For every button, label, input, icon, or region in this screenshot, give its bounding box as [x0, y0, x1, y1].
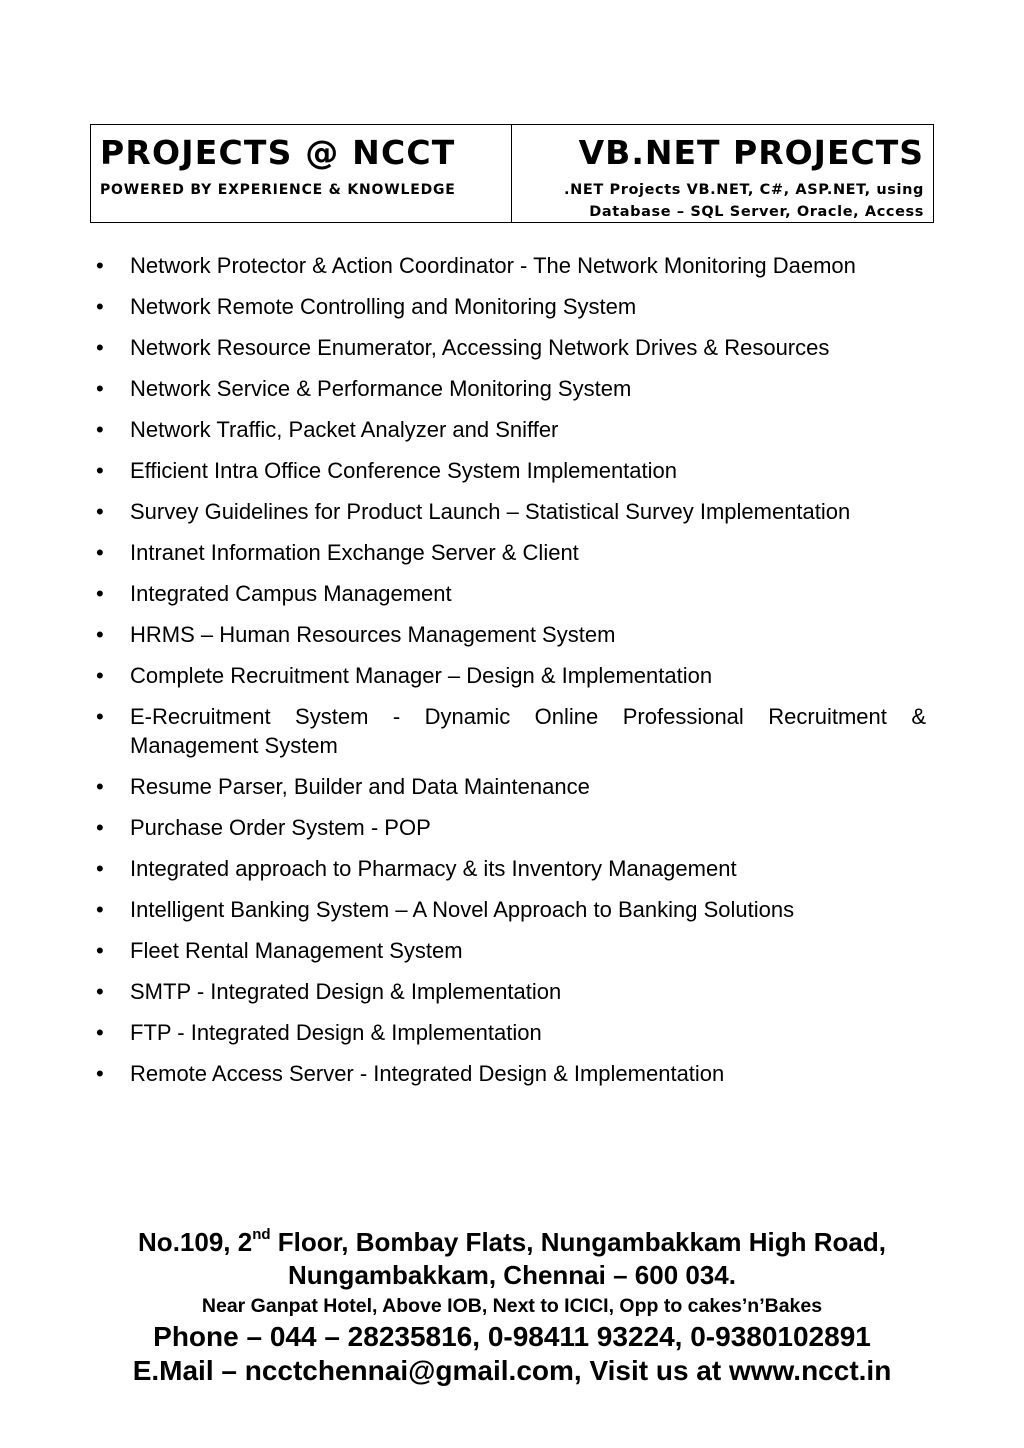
project-title: Integrated Campus Management — [130, 581, 452, 606]
bullet-icon: • — [96, 774, 104, 799]
project-title: Network Remote Controlling and Monitoring System — [130, 294, 637, 319]
bullet-icon: • — [96, 815, 104, 840]
project-title: FTP - Integrated Design & Implementation — [130, 1020, 542, 1045]
project-title: Network Resource Enumerator, Accessing Network Drives & Resources — [130, 335, 830, 360]
project-title: Network Service & Performance Monitoring System — [130, 376, 632, 401]
address-suffix: Floor, Bombay Flats, Nungambakkam High Road, — [270, 1227, 886, 1257]
bullet-icon: • — [96, 704, 104, 729]
project-title: Intranet Information Exchange Server & Client — [130, 540, 579, 565]
contact-footer — [90, 1226, 934, 1388]
landmark-line: Near Ganpat Hotel, Above IOB, Next to ICICI, Opp to cakes’n’Bakes — [201, 1295, 823, 1317]
header-table — [90, 124, 934, 223]
project-item — [96, 620, 926, 649]
technology-line-2: Database – SQL Server, Oracle, Access — [589, 204, 924, 220]
project-title: Purchase Order System - POP — [130, 815, 431, 840]
bullet-icon: • — [96, 663, 104, 688]
project-item — [96, 1059, 926, 1088]
project-item — [96, 579, 926, 608]
project-title: Network Protector & Action Coordinator - The Network Monitoring Daemon — [130, 253, 856, 278]
email-line: E.Mail – ncctchennai@gmail.com, Visit us at www.ncct.in — [132, 1355, 892, 1386]
bullet-icon: • — [96, 938, 104, 963]
project-title: Survey Guidelines for Product Launch – Statistical Survey Implementation — [130, 499, 851, 524]
project-item — [96, 538, 926, 567]
project-item — [96, 936, 926, 965]
project-title: Intelligent Banking System – A Novel Approach to Banking Solutions — [130, 897, 795, 922]
project-item — [96, 1018, 926, 1047]
address-prefix: No.109, 2 — [138, 1227, 253, 1257]
project-title: Integrated approach to Pharmacy & its Inventory Management — [130, 856, 737, 881]
project-item — [96, 977, 926, 1006]
brand-tagline: POWERED BY EXPERIENCE & KNOWLEDGE — [100, 182, 456, 198]
project-item — [96, 772, 926, 801]
bullet-icon: • — [96, 979, 104, 1004]
project-title: Complete Recruitment Manager – Design & Implementation — [130, 663, 713, 688]
project-title: Fleet Rental Management System — [130, 938, 463, 963]
bullet-icon: • — [96, 376, 104, 401]
project-item — [96, 813, 926, 842]
phone-line: Phone – 044 – 28235816, 0-98411 93224, 0-9380102891 — [153, 1321, 871, 1352]
address-line-2: Nungambakkam, Chennai – 600 034. — [288, 1260, 736, 1290]
bullet-icon: • — [96, 335, 104, 360]
technology-line-1: .NET Projects VB.NET, C#, ASP.NET, using — [564, 182, 924, 198]
category-title: VB.NET PROJECTS — [578, 133, 924, 172]
project-item — [96, 292, 926, 321]
brand-title: PROJECTS @ NCCT — [100, 133, 456, 172]
project-item — [96, 456, 926, 485]
bullet-icon: • — [96, 1020, 104, 1045]
header-right-cell — [512, 125, 933, 222]
project-item — [96, 895, 926, 924]
project-title: E-Recruitment System - Dynamic Online Professional Recruitment & Management System — [130, 704, 926, 758]
project-title: HRMS – Human Resources Management System — [130, 622, 616, 647]
bullet-icon: • — [96, 1061, 104, 1086]
project-title: Efficient Intra Office Conference System Implementation — [130, 458, 678, 483]
project-list — [96, 251, 926, 1100]
project-title: Remote Access Server - Integrated Design & Implementation — [130, 1061, 725, 1086]
project-item — [96, 415, 926, 444]
project-item — [96, 333, 926, 362]
project-item — [96, 854, 926, 883]
address-line-1 — [90, 1226, 934, 1259]
project-item — [96, 251, 926, 280]
bullet-icon: • — [96, 499, 104, 524]
project-title: Resume Parser, Builder and Data Maintenance — [130, 774, 590, 799]
header-left-cell — [91, 125, 512, 222]
project-title: Network Traffic, Packet Analyzer and Sniffer — [130, 417, 559, 442]
bullet-icon: • — [96, 581, 104, 606]
bullet-icon: • — [96, 458, 104, 483]
project-title: SMTP - Integrated Design & Implementation — [130, 979, 562, 1004]
project-item — [96, 497, 926, 526]
bullet-icon: • — [96, 294, 104, 319]
bullet-icon: • — [96, 253, 104, 278]
bullet-icon: • — [96, 622, 104, 647]
project-item — [96, 702, 926, 760]
bullet-icon: • — [96, 897, 104, 922]
bullet-icon: • — [96, 417, 104, 442]
project-item — [96, 661, 926, 690]
address-superscript: nd — [252, 1226, 271, 1243]
bullet-icon: • — [96, 540, 104, 565]
project-item — [96, 374, 926, 403]
bullet-icon: • — [96, 856, 104, 881]
